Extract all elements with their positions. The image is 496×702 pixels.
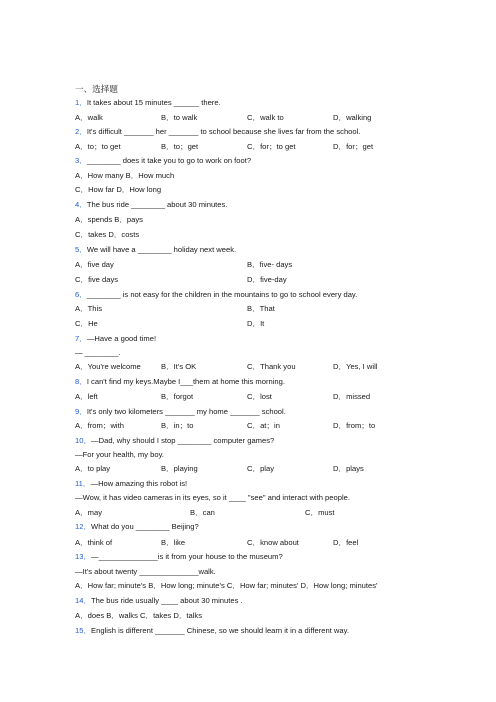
question-3 <box>75 156 251 166</box>
question-number: 8． <box>75 377 87 386</box>
option-d[interactable]: D．walking <box>333 113 372 122</box>
option-b[interactable]: B．forgot <box>161 392 194 401</box>
option-d[interactable]: D．from；to <box>333 421 376 430</box>
question-5 <box>75 245 236 255</box>
question-14 <box>75 596 243 606</box>
question-number: 6． <box>75 290 87 299</box>
option-a[interactable]: A．to；to get <box>75 142 121 151</box>
option-a[interactable]: A．You're welcome <box>75 362 141 371</box>
option-a[interactable]: A．from；with <box>75 421 124 430</box>
question-number: 2． <box>75 127 87 136</box>
question-text: —How amazing this robot is! <box>90 479 188 488</box>
option-b[interactable]: B．playing <box>161 464 198 473</box>
question-text-2: — ________. <box>75 348 121 357</box>
option-c[interactable]: C．Thank you <box>247 362 296 371</box>
option-d[interactable]: D．five-day <box>247 275 287 284</box>
option-b[interactable]: B．It's OK <box>161 362 197 371</box>
option-a[interactable]: A．walk <box>75 113 103 122</box>
question-15 <box>75 626 349 636</box>
question-number: 12． <box>75 522 92 531</box>
option-b[interactable]: B．like <box>161 538 186 547</box>
question-number: 13． <box>75 552 92 561</box>
question-text: English is different _______ Chinese, so we should learn it in a different way. <box>91 626 349 635</box>
question-text: —Have a good time! <box>86 334 157 343</box>
option-c[interactable]: C．play <box>247 464 275 473</box>
option-b[interactable]: B．five- days <box>247 260 293 269</box>
options-line[interactable]: C．How far D．How long <box>75 185 162 194</box>
question-7 <box>75 334 156 344</box>
question-8 <box>75 377 285 387</box>
option-c[interactable]: C．at；in <box>247 421 280 430</box>
question-6 <box>75 290 357 300</box>
option-b[interactable]: B．in；to <box>161 421 194 430</box>
question-number: 15． <box>75 626 92 635</box>
question-text-2: —For your health, my boy. <box>75 450 164 459</box>
question-text: —Dad, why should I stop ________ computer games? <box>91 436 275 445</box>
options-line[interactable]: A．How many B．How much <box>75 171 175 180</box>
question-text: The bus ride usually ____ about 30 minutes . <box>91 596 243 605</box>
section-title: 一、选择题 <box>75 84 118 94</box>
option-d[interactable]: D．missed <box>333 392 371 401</box>
option-c[interactable]: C．must <box>305 508 335 517</box>
option-b[interactable]: B．to；get <box>161 142 199 151</box>
option-c[interactable]: C．He <box>75 319 98 328</box>
option-c[interactable]: C．walk to <box>247 113 284 122</box>
option-d[interactable]: D．feel <box>333 538 359 547</box>
option-d[interactable]: D．plays <box>333 464 364 473</box>
option-d[interactable]: D．It <box>247 319 265 328</box>
question-number: 14． <box>75 596 92 605</box>
question-number: 11． <box>75 479 91 488</box>
question-text: The bus ride ________ about 30 minutes. <box>86 200 228 209</box>
question-text: What do you ________ Beijing? <box>91 522 199 531</box>
question-number: 4． <box>75 200 87 209</box>
question-1 <box>75 98 221 108</box>
question-text: I can't find my keys.Maybe I___them at home this morning. <box>86 377 285 386</box>
question-number: 5． <box>75 245 87 254</box>
options-line[interactable]: A．How far; minute's B．How long; minute's C．How far; minutes' D．How long; minutes' <box>75 581 378 590</box>
option-c[interactable]: C．for；to get <box>247 142 296 151</box>
question-number: 10． <box>75 436 92 445</box>
option-d[interactable]: D．for；get <box>333 142 374 151</box>
question-number: 1． <box>75 98 87 107</box>
option-c[interactable]: C．lost <box>247 392 272 401</box>
option-d[interactable]: D．Yes, I will <box>333 362 378 371</box>
question-10 <box>75 436 274 446</box>
question-text: It takes about 15 minutes ______ there. <box>86 98 221 107</box>
question-text: —______________is it from your house to the museum? <box>91 552 283 561</box>
question-text: It's difficult _______ her _______ to school because she lives far from the school. <box>86 127 361 136</box>
question-text: ________ does it take you to go to work on foot? <box>86 156 252 165</box>
question-number: 3． <box>75 156 87 165</box>
options-line[interactable]: A．does B．walks C．takes D．talks <box>75 611 203 620</box>
question-4 <box>75 200 227 210</box>
option-a[interactable]: A．think of <box>75 538 113 547</box>
option-a[interactable]: A．This <box>75 304 103 313</box>
question-13 <box>75 552 283 562</box>
options-line[interactable]: C．takes D．costs <box>75 230 140 239</box>
question-text-2: —Wow, it has video cameras in its eyes, so it ____ "see" and interact with people. <box>75 493 350 502</box>
question-text-2: —It's about twenty ______________walk. <box>75 567 216 576</box>
question-number: 7． <box>75 334 87 343</box>
option-c[interactable]: C．know about <box>247 538 299 547</box>
question-9 <box>75 407 286 417</box>
question-text: ________ is not easy for the children in the mountains to go to school every day. <box>86 290 358 299</box>
option-c[interactable]: C．five days <box>75 275 119 284</box>
option-a[interactable]: A．left <box>75 392 98 401</box>
option-a[interactable]: A．to play <box>75 464 111 473</box>
question-11 <box>75 479 187 489</box>
option-a[interactable]: A．may <box>75 508 103 517</box>
option-a[interactable]: A．five day <box>75 260 114 269</box>
question-number: 9． <box>75 407 87 416</box>
question-text: It's only two kilometers _______ my home _______ school. <box>86 407 286 416</box>
option-b[interactable]: B．to walk <box>161 113 198 122</box>
question-text: We will have a ________ holiday next week. <box>86 245 237 254</box>
question-12 <box>75 522 199 532</box>
option-b[interactable]: B．can <box>190 508 215 517</box>
question-2 <box>75 127 360 137</box>
option-b[interactable]: B．That <box>247 304 275 313</box>
options-line[interactable]: A．spends B．pays <box>75 215 143 224</box>
